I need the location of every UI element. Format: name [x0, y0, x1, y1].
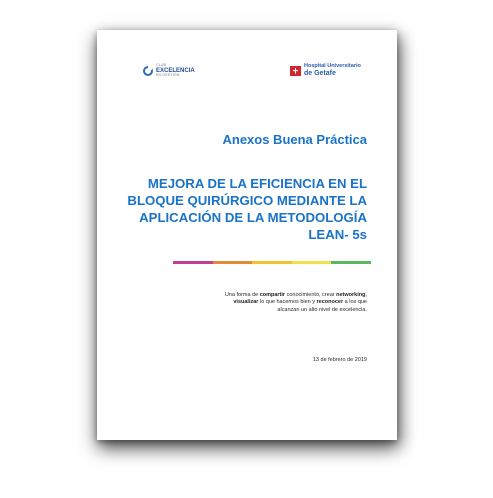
annex-title: Anexos Buena Práctica	[222, 132, 367, 147]
logo-left-line1: EXCELENCIA	[156, 67, 195, 74]
hospital-getafe-logo	[290, 64, 361, 77]
divider-segment-magenta	[173, 261, 213, 264]
divider-segment-light-yellow	[292, 261, 332, 264]
logo-right-line2: de Getafe	[304, 69, 336, 77]
description-text: Una forma de compartir conocimiento, crear networking, visualizar lo que hacemos bien y reconocer a los que alcanzan un alto nivel de excelencia.	[224, 292, 367, 313]
logo-right-line1: Hospital Universitario	[304, 63, 361, 69]
comunidad-madrid-icon	[290, 66, 301, 76]
document-date: 13 de febrero de 2019	[312, 357, 367, 363]
document-page	[97, 30, 397, 440]
divider-segment-yellow	[252, 261, 292, 264]
club-excelencia-icon	[143, 66, 153, 76]
logo-left-line2: EN GESTIÓN	[156, 72, 180, 77]
logo-left-small: CLUB	[156, 63, 167, 67]
color-divider	[173, 261, 371, 264]
divider-segment-orange	[213, 261, 253, 264]
document-title: MEJORA DE LA EFICIENCIA EN EL BLOQUE QUIRÚRGICO MEDIANTE LA APLICACIÓN DE LA METODOLOGÍA LEAN- 5s	[127, 176, 367, 242]
club-excelencia-logo	[143, 64, 195, 77]
divider-segment-green	[331, 261, 371, 264]
